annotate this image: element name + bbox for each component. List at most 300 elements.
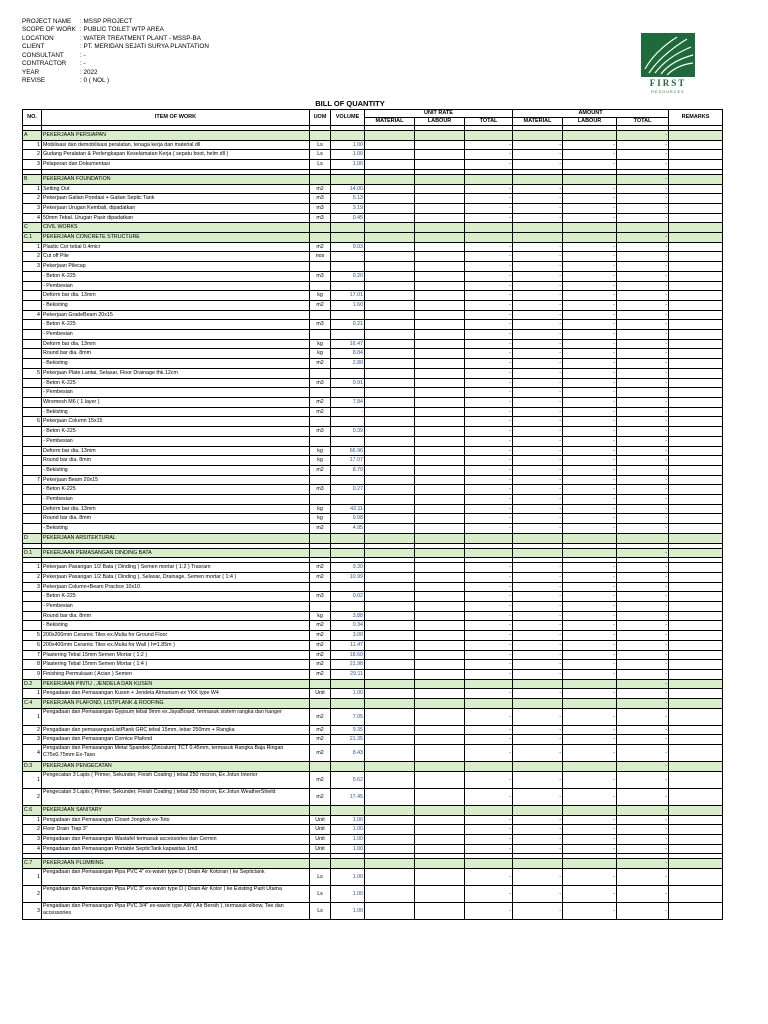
rate-total (465, 762, 513, 772)
item-description: Round bar dia. 8mm (42, 611, 310, 621)
amount-labour: - (563, 650, 617, 660)
item-description: Pengadaan dan Pemasangan Kusen + Jendela Almunium ex YKK type W4 (42, 689, 310, 699)
remarks (669, 788, 723, 805)
amount-material: - (513, 368, 563, 378)
rate-material (365, 621, 415, 631)
amount-total: - (617, 407, 669, 417)
rate-labour (415, 203, 465, 213)
item-description: 50mm Tebal. Urugan Pasir dipadatkan (42, 213, 310, 223)
item-volume (331, 281, 365, 291)
rate-total: - (465, 621, 513, 631)
rate-labour (415, 788, 465, 805)
item-uom (310, 131, 331, 141)
item-number: 4 (23, 745, 42, 762)
item-description: Mobilisasi dan demobilisasi peralatan, tenaga kerja dan material dll (42, 140, 310, 150)
item-description: PEKERJAAN PINTU , JENDELA DAN KUSEN (42, 679, 310, 689)
rate-total: - (465, 320, 513, 330)
col-remarks: REMARKS (669, 110, 723, 126)
rate-material (365, 504, 415, 514)
rate-labour (415, 131, 465, 141)
rate-total (465, 533, 513, 543)
item-row (23, 504, 723, 514)
amount-material: - (513, 349, 563, 359)
bill-of-quantity-table (22, 109, 723, 920)
rate-material (365, 762, 415, 772)
rate-total (465, 548, 513, 558)
rate-total: - (465, 669, 513, 679)
rate-material (365, 213, 415, 223)
rate-material (365, 281, 415, 291)
amount-material: - (513, 281, 563, 291)
section-row (23, 548, 723, 558)
amount-total: - (617, 174, 669, 184)
rate-total: - (465, 815, 513, 825)
rate-total: - (465, 184, 513, 194)
item-uom (310, 679, 331, 689)
item-description: Pengecatan 3 Lapis ( Primer, Sekunder, Finish Coating ) tebal 250 micron, Ex Jotun WeatherShield (42, 788, 310, 805)
item-number: 3 (23, 262, 42, 272)
item-volume: 18.60 (331, 650, 365, 660)
amount-labour: - (563, 903, 617, 920)
item-volume: 5.62 (331, 771, 365, 788)
amount-total: - (617, 446, 669, 456)
item-uom: kg (310, 349, 331, 359)
amount-material: - (513, 886, 563, 903)
remarks (669, 762, 723, 772)
amount-material: - (513, 844, 563, 854)
rate-material (365, 475, 415, 485)
item-number: 1 (23, 689, 42, 699)
amount-total: - (617, 203, 669, 213)
rate-total (465, 805, 513, 815)
amount-material: - (513, 514, 563, 524)
first-resources-logo (641, 33, 695, 95)
amount-material: - (513, 815, 563, 825)
amount-material: - (513, 660, 563, 670)
item-description: CIVIL WORKS (42, 223, 310, 233)
amount-material: - (513, 378, 563, 388)
rate-total: - (465, 869, 513, 886)
rate-total: - (465, 825, 513, 835)
rate-total: - (465, 339, 513, 349)
amount-material: - (513, 310, 563, 320)
item-volume: 3.19 (331, 203, 365, 213)
item-description: PEKERJAAN ARSITEKTURAL (42, 533, 310, 543)
item-number: D.3 (23, 762, 42, 772)
item-number: 2 (23, 725, 42, 735)
amount-labour (563, 548, 617, 558)
rate-total: - (465, 378, 513, 388)
amount-total: - (617, 140, 669, 150)
item-number (23, 436, 42, 446)
item-volume: 1.60 (331, 300, 365, 310)
item-volume (331, 533, 365, 543)
rate-total (465, 699, 513, 709)
amount-labour: - (563, 456, 617, 466)
rate-labour (415, 465, 465, 475)
amount-labour: - (563, 300, 617, 310)
item-number (23, 427, 42, 437)
rate-labour (415, 699, 465, 709)
amount-total: - (617, 725, 669, 735)
remarks (669, 223, 723, 233)
rate-material (365, 640, 415, 650)
item-volume: 8.70 (331, 465, 365, 475)
rate-material (365, 563, 415, 573)
header-value: : 2022 (80, 68, 98, 76)
amount-labour: - (563, 271, 617, 281)
item-description: Pengadaan dan Pemasangan Pipa PVC 4" ex-wavin type D ( Drain Air Kotoran ) ke Septictank (42, 869, 310, 886)
rate-labour (415, 495, 465, 505)
amount-total: - (617, 252, 669, 262)
item-description: Pekerjaan Galian Pondasi + Galian Septic Tank (42, 194, 310, 204)
amount-material (513, 699, 563, 709)
rate-total (465, 131, 513, 141)
rate-material (365, 631, 415, 641)
remarks (669, 465, 723, 475)
rate-labour (415, 252, 465, 262)
item-volume: 3.88 (331, 611, 365, 621)
header-row (22, 77, 209, 85)
item-volume: 9.08 (331, 514, 365, 524)
item-row (23, 669, 723, 679)
rate-labour (415, 582, 465, 592)
item-volume: 1.00 (331, 140, 365, 150)
amount-total: - (617, 330, 669, 340)
rate-material (365, 417, 415, 427)
col-amount-material: MATERIAL (513, 118, 563, 126)
item-description: Finishing Permukaan ( Acian ) Semen (42, 669, 310, 679)
amount-labour: - (563, 281, 617, 291)
section-row (23, 679, 723, 689)
item-description: Cut off Pile (42, 252, 310, 262)
amount-labour: - (563, 524, 617, 534)
rate-labour (415, 886, 465, 903)
amount-labour (563, 859, 617, 869)
item-row (23, 407, 723, 417)
rate-labour (415, 640, 465, 650)
item-row (23, 844, 723, 854)
item-uom: m2 (310, 669, 331, 679)
amount-material (513, 131, 563, 141)
item-volume (331, 495, 365, 505)
amount-total: - (617, 640, 669, 650)
amount-material (513, 533, 563, 543)
item-uom: Unit (310, 689, 331, 699)
item-uom: Unit (310, 815, 331, 825)
item-uom: Unit (310, 835, 331, 845)
item-volume: 1.00 (331, 844, 365, 854)
amount-material: - (513, 456, 563, 466)
col-rate-total: TOTAL (465, 118, 513, 126)
item-description: Deform bar dia. 13mm (42, 291, 310, 301)
rate-material (365, 611, 415, 621)
amount-material: - (513, 582, 563, 592)
amount-material: - (513, 689, 563, 699)
amount-labour: - (563, 320, 617, 330)
rate-material (365, 844, 415, 854)
item-row (23, 330, 723, 340)
rate-total: - (465, 281, 513, 291)
item-description: - Bekisting (42, 465, 310, 475)
amount-total: - (617, 859, 669, 869)
amount-labour: - (563, 771, 617, 788)
amount-labour: - (563, 640, 617, 650)
rate-material (365, 533, 415, 543)
item-description: PEKERJAAN PEMASANGAN DINDING BATA (42, 548, 310, 558)
remarks (669, 184, 723, 194)
amount-total: - (617, 271, 669, 281)
rate-labour (415, 735, 465, 745)
item-description: Pengadaan dan Pemasangan Metal Spandek (Zincalum) TCT 0.45mm, termasuk Rangka Baja Ringan C75x0.75mm Ex-Taso (42, 745, 310, 762)
item-row (23, 427, 723, 437)
amount-total: - (617, 160, 669, 170)
header-row (22, 43, 209, 51)
rate-labour (415, 233, 465, 243)
rate-labour (415, 805, 465, 815)
remarks (669, 194, 723, 204)
rate-labour (415, 708, 465, 725)
item-uom: kg (310, 514, 331, 524)
rate-labour (415, 859, 465, 869)
rate-total: - (465, 485, 513, 495)
remarks (669, 330, 723, 340)
item-row (23, 339, 723, 349)
section-row (23, 533, 723, 543)
rate-material (365, 174, 415, 184)
item-description: - Beton K-225 (42, 378, 310, 388)
item-number (23, 300, 42, 310)
rate-material (365, 194, 415, 204)
item-row (23, 660, 723, 670)
rate-material (365, 233, 415, 243)
item-row (23, 368, 723, 378)
rate-labour (415, 223, 465, 233)
item-description: - Pembesian (42, 330, 310, 340)
amount-material: - (513, 271, 563, 281)
item-uom: m2 (310, 631, 331, 641)
item-description: Pekerjaan Plate Lantai, Selasar, Floor Drainage thk.12cm (42, 368, 310, 378)
item-uom (310, 330, 331, 340)
rate-material (365, 378, 415, 388)
item-uom: m2 (310, 660, 331, 670)
logo-subtext: RESOURCES (651, 90, 685, 94)
amount-total: - (617, 788, 669, 805)
amount-material: - (513, 446, 563, 456)
item-row (23, 397, 723, 407)
amount-labour: - (563, 669, 617, 679)
amount-material: - (513, 745, 563, 762)
remarks (669, 456, 723, 466)
header-key: SCOPE OF WORK (22, 26, 76, 34)
rate-labour (415, 621, 465, 631)
section-row (23, 859, 723, 869)
amount-material: - (513, 330, 563, 340)
rate-labour (415, 611, 465, 621)
amount-labour: - (563, 194, 617, 204)
item-volume: 21.35 (331, 735, 365, 745)
amount-material (513, 548, 563, 558)
item-description: Pengadaan dan Pemasangan Cornice Plafond (42, 735, 310, 745)
section-row (23, 131, 723, 141)
rate-total: - (465, 708, 513, 725)
rate-total: - (465, 427, 513, 437)
header-value: : - (80, 51, 86, 59)
rate-labour (415, 281, 465, 291)
rate-labour (415, 592, 465, 602)
item-description: - Beton K-225 (42, 427, 310, 437)
item-row (23, 388, 723, 398)
amount-total: - (617, 631, 669, 641)
item-row (23, 281, 723, 291)
rate-labour (415, 514, 465, 524)
rate-material (365, 548, 415, 558)
item-description: Pengecatan 3 Lapis ( Primer, Sekunder, Finish Coating ) tebal 250 micron, Ex Jotun Interior (42, 771, 310, 788)
item-volume: 17.45 (331, 788, 365, 805)
amount-total: - (617, 548, 669, 558)
rate-material (365, 446, 415, 456)
rate-total: - (465, 242, 513, 252)
remarks (669, 660, 723, 670)
rate-labour (415, 174, 465, 184)
rate-material (365, 660, 415, 670)
item-number: 6 (23, 417, 42, 427)
item-number: C.6 (23, 805, 42, 815)
item-number (23, 378, 42, 388)
item-description: Deform bar dia. 13mm (42, 504, 310, 514)
amount-total: - (617, 233, 669, 243)
item-description: PEKERJAAN PENGECATAN (42, 762, 310, 772)
section-row (23, 762, 723, 772)
item-number: 1 (23, 771, 42, 788)
rate-material (365, 184, 415, 194)
item-description: PEKERJAAN CONCRETE STRUCTURE (42, 233, 310, 243)
item-uom: Ls (310, 150, 331, 160)
remarks (669, 131, 723, 141)
amount-material: - (513, 465, 563, 475)
amount-labour: - (563, 886, 617, 903)
remarks (669, 592, 723, 602)
item-number: D.2 (23, 679, 42, 689)
item-row (23, 271, 723, 281)
rate-total: - (465, 271, 513, 281)
remarks (669, 252, 723, 262)
remarks (669, 150, 723, 160)
rate-total: - (465, 194, 513, 204)
item-uom: m2 (310, 572, 331, 582)
item-uom: m3 (310, 213, 331, 223)
item-description: - Bekisting (42, 359, 310, 369)
amount-labour (563, 223, 617, 233)
item-row (23, 572, 723, 582)
item-row (23, 485, 723, 495)
amount-total: - (617, 300, 669, 310)
amount-labour: - (563, 788, 617, 805)
amount-material: - (513, 436, 563, 446)
item-number: 4 (23, 310, 42, 320)
item-row (23, 745, 723, 762)
rate-labour (415, 572, 465, 582)
rate-total: - (465, 689, 513, 699)
amount-material: - (513, 339, 563, 349)
rate-material (365, 359, 415, 369)
item-description: Deform bar dia. 13mm (42, 339, 310, 349)
amount-material: - (513, 427, 563, 437)
amount-total: - (617, 582, 669, 592)
amount-material: - (513, 602, 563, 612)
item-row (23, 300, 723, 310)
amount-total: - (617, 339, 669, 349)
remarks (669, 572, 723, 582)
amount-total: - (617, 514, 669, 524)
item-number (23, 514, 42, 524)
amount-material: - (513, 631, 563, 641)
rate-labour (415, 150, 465, 160)
item-number: C.1 (23, 233, 42, 243)
amount-labour: - (563, 844, 617, 854)
item-volume: 0.21 (331, 320, 365, 330)
rate-labour (415, 602, 465, 612)
rate-total: - (465, 592, 513, 602)
rate-material (365, 310, 415, 320)
item-uom (310, 417, 331, 427)
amount-labour: - (563, 339, 617, 349)
rate-labour (415, 475, 465, 485)
item-number (23, 602, 42, 612)
item-uom: m2 (310, 771, 331, 788)
amount-labour: - (563, 310, 617, 320)
amount-material: - (513, 788, 563, 805)
amount-total: - (617, 504, 669, 514)
rate-total: - (465, 572, 513, 582)
rate-labour (415, 368, 465, 378)
item-volume (331, 223, 365, 233)
rate-total: - (465, 456, 513, 466)
item-description: Pekerjaan Pasangan 1/2 Bata ( Dinding ) Semen mortar ( 1:2 ) Trasram (42, 563, 310, 573)
amount-material (513, 805, 563, 815)
item-volume: 4.95 (331, 524, 365, 534)
remarks (669, 631, 723, 641)
rate-material (365, 805, 415, 815)
rate-total: - (465, 611, 513, 621)
item-description: Pekerjaan Urugan Kembali, dipadatkan (42, 203, 310, 213)
rate-labour (415, 320, 465, 330)
item-row (23, 582, 723, 592)
item-volume (331, 262, 365, 272)
item-uom (310, 223, 331, 233)
rate-total: - (465, 495, 513, 505)
item-uom (310, 281, 331, 291)
item-volume: 8.84 (331, 349, 365, 359)
rate-material (365, 223, 415, 233)
item-number: 6 (23, 640, 42, 650)
amount-labour: - (563, 359, 617, 369)
item-number (23, 407, 42, 417)
item-row (23, 150, 723, 160)
amount-material: - (513, 213, 563, 223)
remarks (669, 349, 723, 359)
item-number (23, 465, 42, 475)
amount-labour: - (563, 621, 617, 631)
rate-total: - (465, 640, 513, 650)
item-row (23, 886, 723, 903)
rate-labour (415, 762, 465, 772)
item-number (23, 485, 42, 495)
item-volume (331, 602, 365, 612)
col-uom: UOM (310, 110, 331, 126)
rate-labour (415, 330, 465, 340)
section-row (23, 805, 723, 815)
